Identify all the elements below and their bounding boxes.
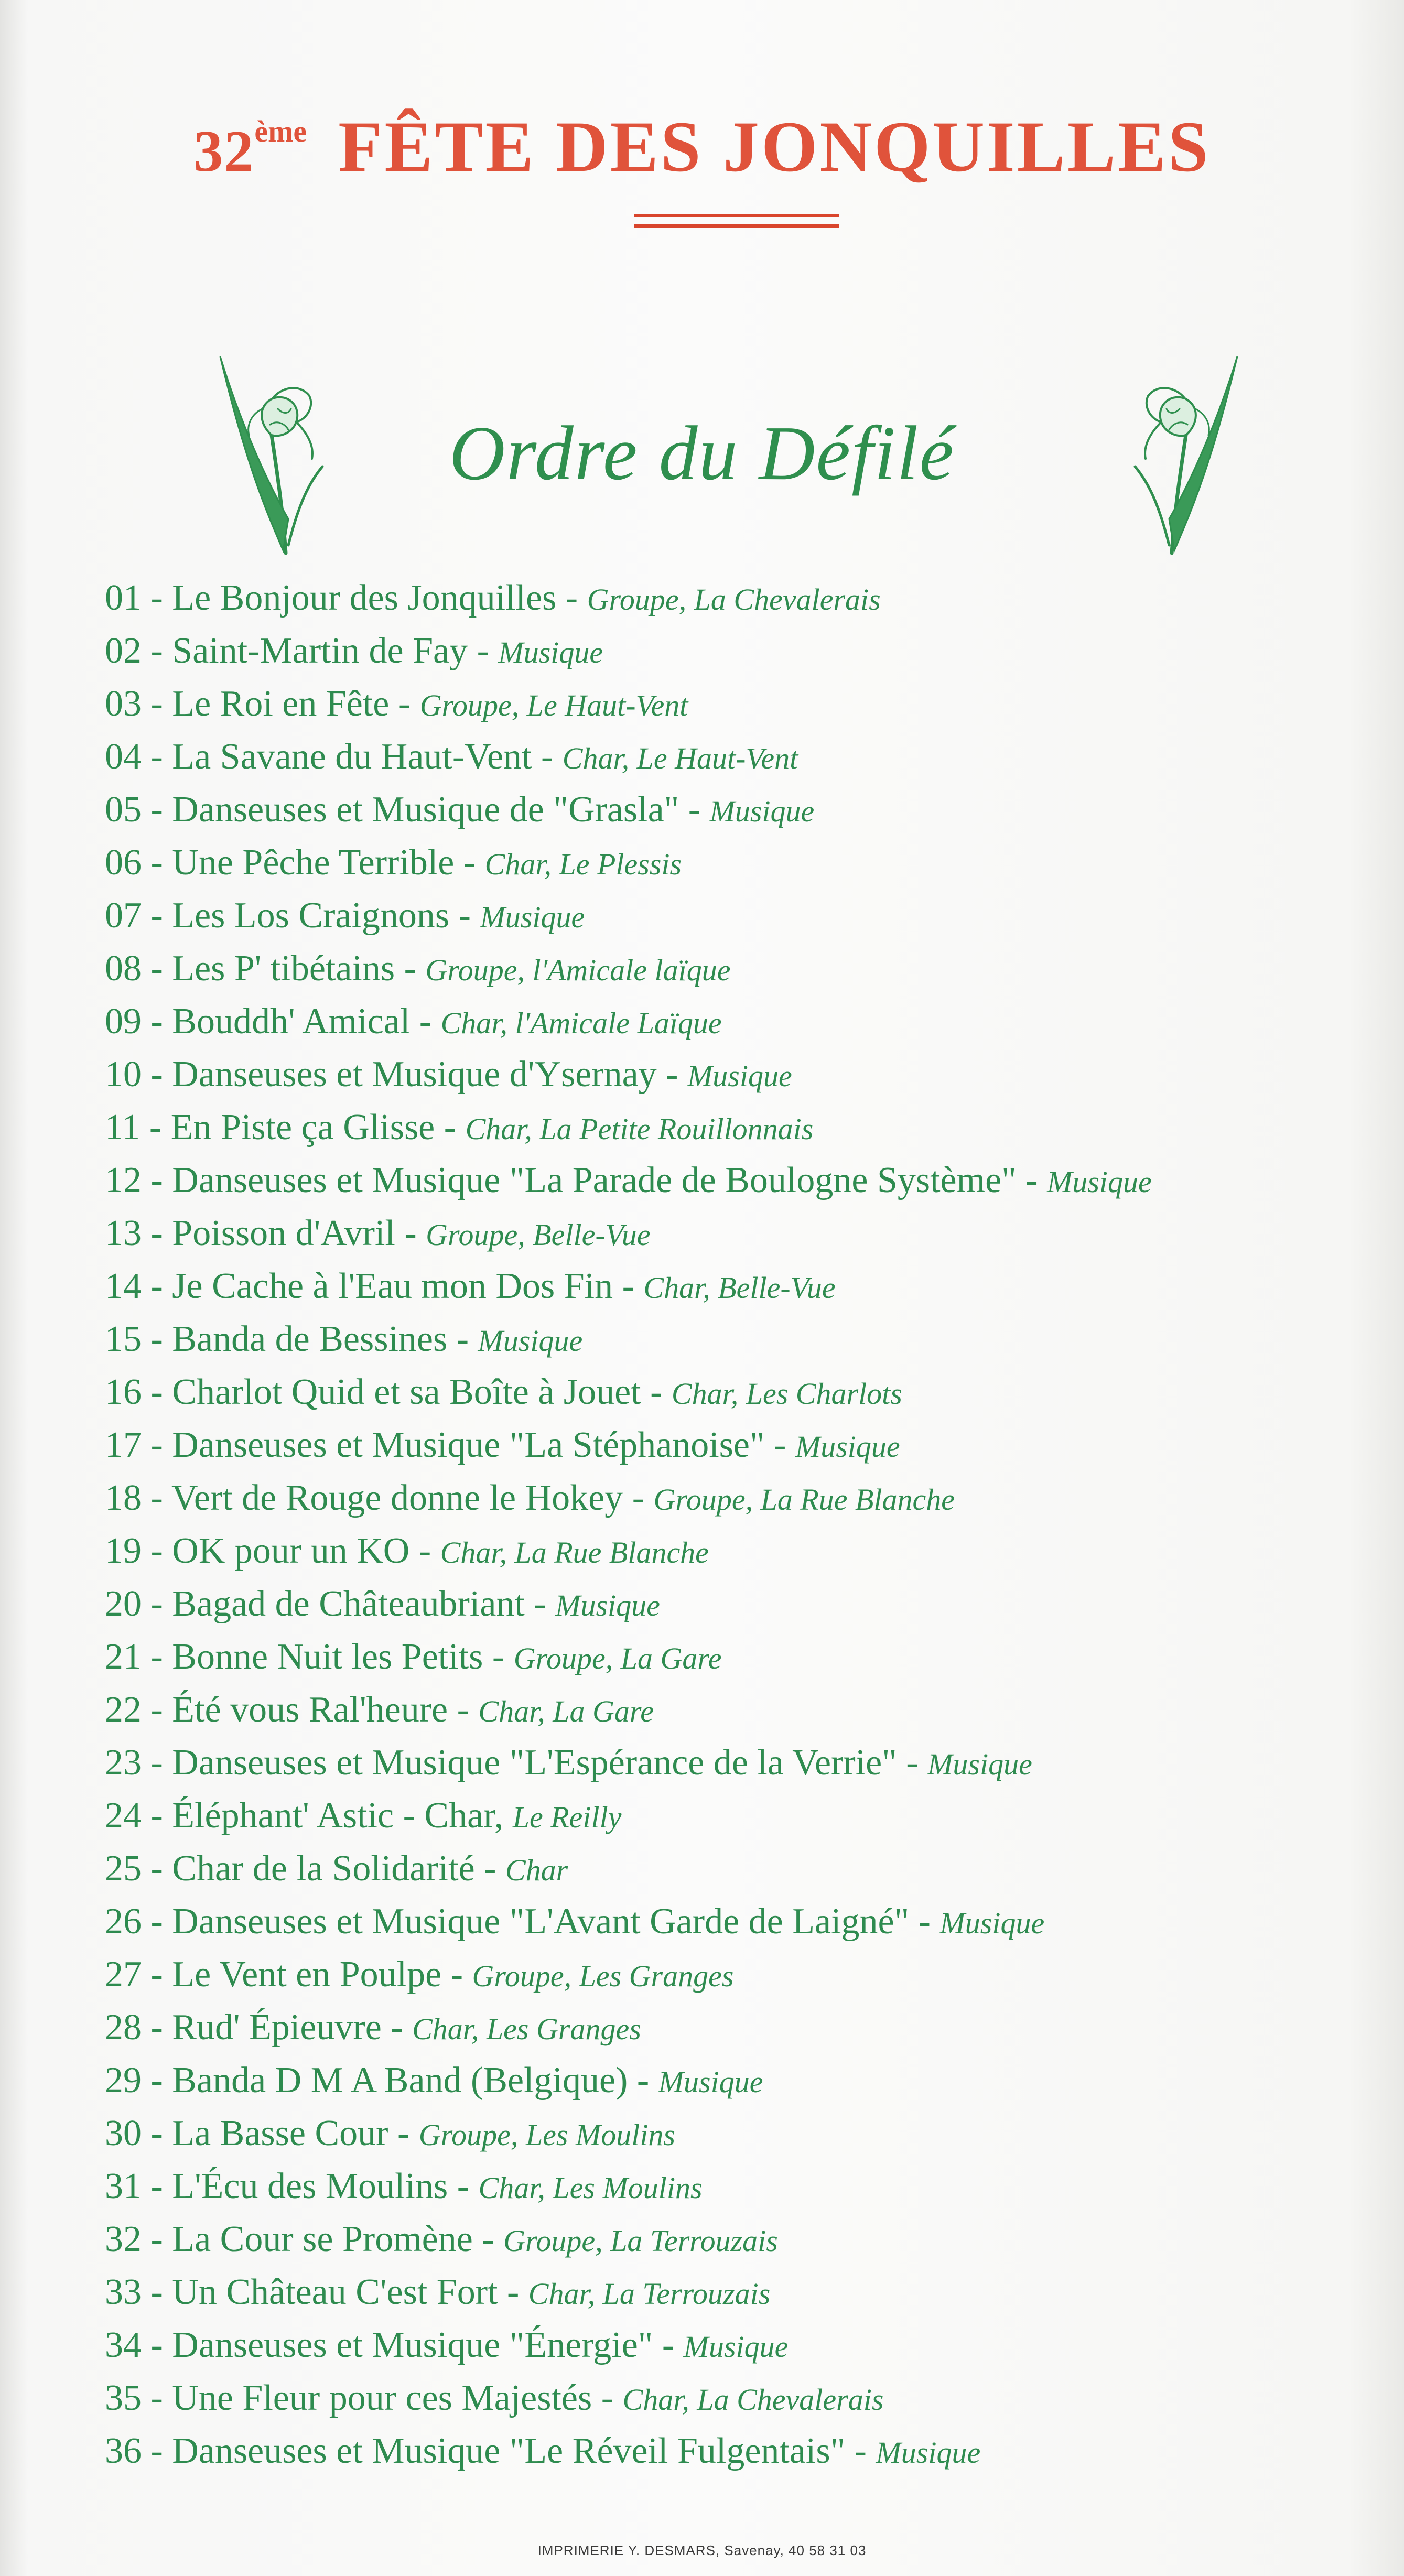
edition-suffix: ème xyxy=(254,114,307,148)
entry-category: Groupe, La Rue Blanche xyxy=(653,1482,955,1517)
entry-category: Musique xyxy=(498,635,603,669)
list-item xyxy=(105,1948,1384,2001)
section-subtitle: Ordre du Défilé xyxy=(449,410,955,496)
list-item xyxy=(105,942,1384,995)
entry-title: 21 - Bonne Nuit les Petits - xyxy=(105,1637,514,1677)
list-item xyxy=(105,1842,1384,1895)
entry-category: Musique xyxy=(555,1588,660,1622)
festival-name: FÊTE DES JONQUILLES xyxy=(338,106,1211,187)
entry-category: Char, La Gare xyxy=(478,1694,654,1728)
list-item xyxy=(105,1895,1384,1948)
entry-title: 15 - Banda de Bessines - xyxy=(105,1319,478,1359)
entry-category: Char, Les Moulins xyxy=(478,2171,703,2205)
entry-category: Char, La Chevalerais xyxy=(622,2383,884,2417)
entry-category: Char, Belle-Vue xyxy=(643,1271,836,1305)
entry-title: 07 - Les Los Craignons - xyxy=(105,895,480,936)
entry-title: 25 - Char de la Solidarité - xyxy=(105,1848,505,1889)
entry-title: 17 - Danseuses et Musique "La Stéphanoise" - xyxy=(105,1425,795,1465)
entry-category: Musique xyxy=(480,900,585,934)
list-item xyxy=(105,1154,1384,1207)
list-item xyxy=(105,624,1384,677)
list-item xyxy=(105,1048,1384,1101)
entry-title: 33 - Un Château C'est Fort - xyxy=(105,2272,528,2312)
list-item xyxy=(105,1471,1384,1524)
list-item xyxy=(105,1101,1384,1154)
entry-title: 30 - La Basse Cour - xyxy=(105,2113,419,2153)
entry-category: Groupe, Les Moulins xyxy=(418,2118,675,2152)
entry-category: Groupe, Le Haut-Vent xyxy=(419,688,688,722)
entry-title: 09 - Bouddh' Amical - xyxy=(105,1001,441,1042)
entry-title: 36 - Danseuses et Musique "Le Réveil Fulgentais" - xyxy=(105,2431,876,2471)
entry-title: 18 - Vert de Rouge donne le Hokey - xyxy=(105,1478,654,1518)
entry-category: Musique xyxy=(876,2436,981,2470)
entry-category: Char, l'Amicale Laïque xyxy=(440,1006,722,1040)
entry-category: Groupe, Belle-Vue xyxy=(426,1218,651,1252)
entry-title: 11 - En Piste ça Glisse - xyxy=(105,1107,466,1148)
entry-title: 26 - Danseuses et Musique "L'Avant Garde de Laigné" - xyxy=(105,1901,940,1942)
list-item xyxy=(105,2001,1384,2054)
entry-title: 01 - Le Bonjour des Jonquilles - xyxy=(105,578,587,618)
list-item xyxy=(105,2213,1384,2266)
entry-title: 08 - Les P' tibétains - xyxy=(105,948,426,989)
entry-category: Char, La Petite Rouillonnais xyxy=(465,1112,814,1146)
entry-title: 23 - Danseuses et Musique "L'Espérance de la Verrie" - xyxy=(105,1742,928,1783)
list-item xyxy=(105,1260,1384,1313)
list-item xyxy=(105,2107,1384,2160)
entry-category: Groupe, La Chevalerais xyxy=(587,582,881,616)
entry-title: 20 - Bagad de Châteaubriant - xyxy=(105,1584,556,1624)
entry-title: 27 - Le Vent en Poulpe - xyxy=(105,1954,472,1995)
list-item xyxy=(105,1736,1384,1789)
title-underline-top xyxy=(634,214,839,217)
list-item xyxy=(105,1630,1384,1683)
entry-category: Musique xyxy=(709,794,815,828)
list-item xyxy=(105,1419,1384,1471)
list-item xyxy=(105,2160,1384,2213)
entry-category: Char, Les Granges xyxy=(412,2012,641,2046)
entry-category: Char xyxy=(505,1853,568,1887)
entry-category: Groupe, La Terrouzais xyxy=(503,2224,778,2258)
entry-category: Musique xyxy=(795,1430,900,1464)
list-item xyxy=(105,1524,1384,1577)
entry-title: 22 - Été vous Ral'heure - xyxy=(105,1690,479,1730)
list-item xyxy=(105,783,1384,836)
entry-category: Char, La Rue Blanche xyxy=(440,1535,709,1570)
entry-category: Groupe, Les Granges xyxy=(472,1959,734,1993)
entry-title: 24 - Éléphant' Astic - Char, xyxy=(105,1795,513,1836)
list-item xyxy=(105,1366,1384,1419)
list-item xyxy=(105,2266,1384,2319)
list-item xyxy=(105,995,1384,1048)
entry-title: 28 - Rud' Épieuvre - xyxy=(105,2007,413,2048)
list-item xyxy=(105,1683,1384,1736)
entry-title: 03 - Le Roi en Fête - xyxy=(105,684,420,724)
entry-title: 29 - Banda D M A Band (Belgique) - xyxy=(105,2060,658,2101)
entry-category: Groupe, l'Amicale laïque xyxy=(425,953,731,987)
list-item xyxy=(105,2372,1384,2425)
entry-title: 13 - Poisson d'Avril - xyxy=(105,1213,426,1253)
entry-category: Char, La Terrouzais xyxy=(528,2277,771,2311)
entry-category: Musique xyxy=(478,1324,583,1358)
parade-order-list xyxy=(105,571,1384,2477)
list-item xyxy=(105,889,1384,942)
entry-category: Char, Les Charlots xyxy=(671,1377,902,1411)
entry-category: Musique xyxy=(1047,1165,1152,1199)
list-item xyxy=(105,2425,1384,2477)
entry-category: Musique xyxy=(687,1059,792,1093)
entry-category: Musique xyxy=(939,1906,1045,1940)
edition-number: 32 xyxy=(193,119,255,184)
entry-category: Musique xyxy=(658,2065,763,2099)
list-item xyxy=(105,571,1384,624)
page-title xyxy=(0,105,1404,188)
list-item xyxy=(105,836,1384,889)
entry-title: 32 - La Cour se Promène - xyxy=(105,2219,504,2259)
list-item xyxy=(105,1313,1384,1366)
entry-title: 35 - Une Fleur pour ces Majestés - xyxy=(105,2378,623,2418)
entry-title: 02 - Saint-Martin de Fay - xyxy=(105,631,499,671)
list-item xyxy=(105,1789,1384,1842)
entry-category: Groupe, La Gare xyxy=(513,1641,722,1675)
list-item xyxy=(105,1577,1384,1630)
list-item xyxy=(105,730,1384,783)
entry-title: 16 - Charlot Quid et sa Boîte à Jouet - xyxy=(105,1372,672,1412)
entry-title: 04 - La Savane du Haut-Vent - xyxy=(105,737,563,777)
list-item xyxy=(105,1207,1384,1260)
entry-category: Musique xyxy=(927,1747,1032,1781)
entry-title: 05 - Danseuses et Musique de "Grasla" - xyxy=(105,789,710,830)
entry-title: 31 - L'Écu des Moulins - xyxy=(105,2166,479,2206)
entry-title: 12 - Danseuses et Musique "La Parade de Boulogne Système" - xyxy=(105,1160,1047,1200)
entry-category: Char, Le Haut-Vent xyxy=(562,741,798,775)
list-item xyxy=(105,677,1384,730)
entry-category: Char, Le Plessis xyxy=(484,847,682,881)
entry-title: 14 - Je Cache à l'Eau mon Dos Fin - xyxy=(105,1266,644,1306)
entry-category: Musique xyxy=(683,2330,789,2364)
entry-title: 19 - OK pour un KO - xyxy=(105,1531,440,1571)
entry-category: Le Reilly xyxy=(512,1800,622,1834)
entry-title: 06 - Une Pêche Terrible - xyxy=(105,842,485,883)
printer-credit: IMPRIMERIE Y. DESMARS, Savenay, 40 58 31 03 xyxy=(537,2542,867,2558)
list-item xyxy=(105,2319,1384,2372)
list-item xyxy=(105,2054,1384,2107)
title-underline-bottom xyxy=(634,224,839,228)
entry-title: 34 - Danseuses et Musique "Énergie" - xyxy=(105,2325,684,2365)
entry-title: 10 - Danseuses et Musique d'Ysernay - xyxy=(105,1054,687,1095)
